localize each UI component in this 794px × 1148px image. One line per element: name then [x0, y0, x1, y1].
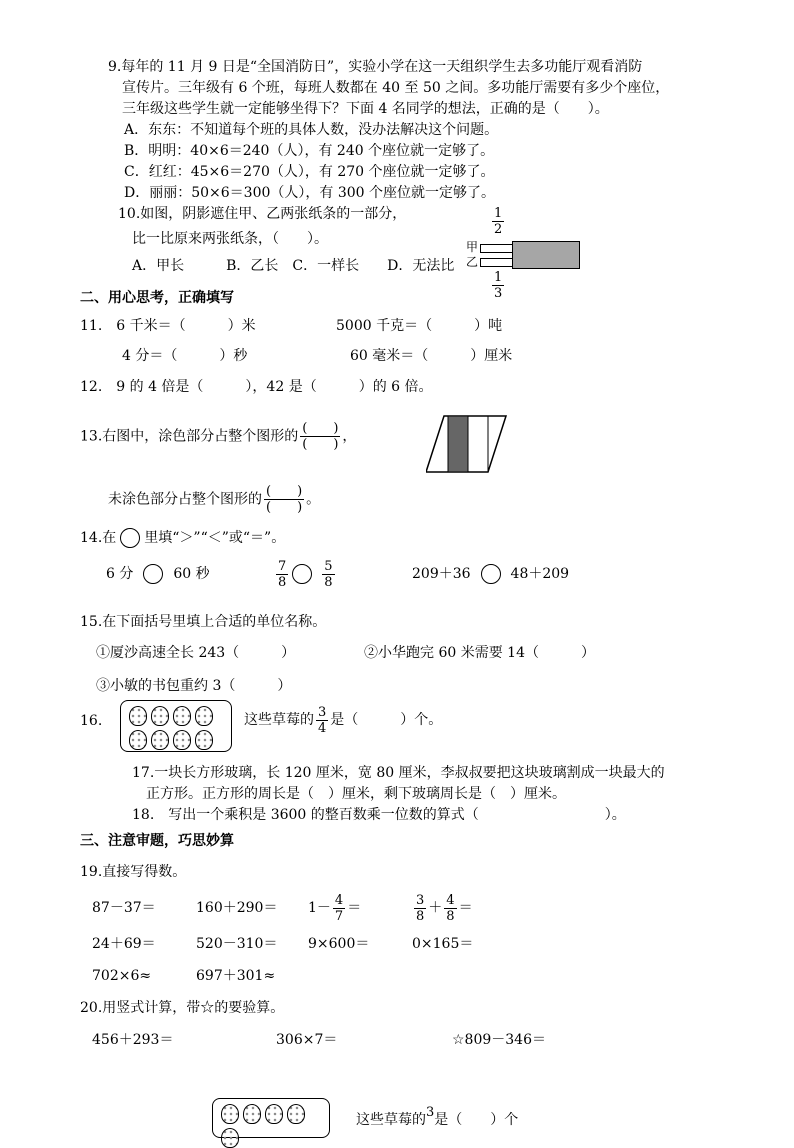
q19-title: 19.直接写得数。: [80, 864, 187, 880]
strawberry-icon: [221, 1104, 239, 1124]
q15-c: ③小敏的书包重约 3（ ）: [96, 678, 292, 694]
q19-item: 0×165＝: [412, 936, 474, 952]
q19-item-fraction-2: $\frac{3}{8}$ ＋ $\frac{4}{8}$ ＝: [416, 892, 473, 924]
strawberry-icon: [221, 1128, 239, 1148]
q14-item-a: 6 分 60 秒: [106, 566, 210, 582]
strawberry-icon: [265, 1104, 283, 1124]
q9-option-a: A．东东：不知道每个班的具体人数，没办法解决这个问题。: [124, 122, 499, 138]
section-2-heading: 二、用心思考，正确填写: [80, 290, 234, 306]
q10-label-yi: 乙: [466, 255, 479, 269]
q10-strip-yi: [480, 258, 515, 267]
q14-b-answer-circle[interactable]: [292, 564, 312, 584]
q13-shaded-strip: [448, 416, 468, 472]
strawberry-icon: [195, 706, 213, 726]
strawberry-icon: [151, 706, 169, 726]
q9-option-d: D．丽丽：50×6＝300（人），有 300 个座位就一定够了。: [124, 185, 496, 201]
q10-fraction-bottom: $\frac{1}{3}$: [494, 270, 503, 301]
strawberry-icon: [173, 706, 191, 726]
q12: 12. 9 的 4 倍是（ ），42 是（ ）的 6 倍。: [80, 379, 433, 395]
q11-a: 11. 6 千米＝（ ）米: [80, 318, 256, 334]
q19-item: 160＋290＝: [196, 900, 278, 916]
q19-item: 697＋301≈: [196, 968, 276, 984]
q9-line2: 宣传片。三年级有 6 个班，每班人数都在 40 至 50 之间。多功能厅需要有多少个座位，: [122, 80, 670, 96]
compare-circle-icon: [120, 528, 140, 548]
q15-title: 15.在下面括号里填上合适的单位名称。: [80, 614, 327, 630]
q13-blank-fraction-1[interactable]: $\frac{( )}{( )}$: [302, 421, 339, 452]
strawberry-icon: [129, 730, 147, 750]
q10-fraction-top: $\frac{1}{2}$: [494, 206, 503, 237]
q14-item-c: 209＋36 48＋209: [412, 566, 570, 582]
q11-c: 4 分＝（ ）秒: [122, 348, 248, 364]
q14-title: 14.在 里填“＞”“＜”或“＝”。: [80, 530, 286, 546]
q10-paper-strips-figure: [462, 204, 586, 302]
q19-item: 9×600＝: [308, 936, 370, 952]
q9-option-c: C．红红：45×6＝270（人），有 270 个座位就一定够了。: [124, 164, 495, 180]
q19-item: 87－37＝: [92, 900, 156, 916]
q20-title: 20.用竖式计算，带☆的要验算。: [80, 1000, 285, 1016]
ghost-text: 这些草莓的3是（ ）个: [356, 1105, 519, 1128]
strawberry-icon: [195, 730, 213, 750]
q13-line1: 13.右图中，涂色部分占整个图形的 $\frac{( )}{( )}$ ，: [80, 421, 357, 452]
q10-line1: 10.如图，阴影遮住甲、乙两张纸条的一部分，: [118, 206, 407, 222]
q18: 18. 写出一个乘积是 3600 的整百数乘一位数的算式（ ）。: [132, 807, 626, 823]
strawberry-icon: [243, 1104, 261, 1124]
q13-parallelogram-figure: [426, 414, 508, 474]
q17-line2: 正方形。正方形的周长是（ ）厘米，剩下玻璃周长是（ ）厘米。: [146, 786, 566, 802]
q9-line3: 三年级这些学生就一定能够坐得下？下面 4 名同学的想法，正确的是（ ）。: [122, 101, 609, 117]
ghost-strawberry-tray: [212, 1098, 330, 1138]
q16-number: 16.: [80, 713, 103, 729]
q16-strawberry-tray: [120, 700, 232, 752]
q14-item-b: $\frac{7}{8}$ $\frac{5}{8}$: [278, 558, 333, 590]
q19-item: 702×6≈: [92, 968, 152, 984]
q15-a: ①厦沙高速全长 243（ ）: [96, 645, 296, 661]
section-3-heading: 三、注意审题，巧思妙算: [80, 833, 234, 849]
q13-blank-fraction-2[interactable]: $\frac{( )}{( )}$: [266, 484, 303, 515]
q10-strip-jia: [480, 244, 515, 253]
q20-item: 456＋293＝: [92, 1032, 174, 1048]
q10-line2: 比一比原来两张纸条，（ ）。: [132, 231, 328, 247]
q19-item: 520－310＝: [196, 936, 278, 952]
strawberry-icon: [173, 730, 191, 750]
q14-c-answer-circle[interactable]: [481, 564, 501, 584]
q19-item-fraction-1: 1－ $\frac{4}{7}$ ＝: [308, 892, 362, 924]
q19-item: 24＋69＝: [92, 936, 156, 952]
q9-line1: 9.每年的 11 月 9 日是“全国消防日”，实验小学在这一天组织学生去多功能厅观看消防: [108, 59, 643, 75]
q11-b: 5000 千克＝（ ）吨: [336, 318, 503, 334]
q13-line2: 未涂色部分占整个图形的 $\frac{( )}{( )}$ 。: [108, 484, 321, 515]
q10-options: A．甲长 B．乙长 C．一样长 D．无法比: [132, 258, 455, 274]
strawberry-icon: [287, 1104, 305, 1124]
q20-item: 306×7＝: [276, 1032, 338, 1048]
strawberry-icon: [151, 730, 169, 750]
q10-label-jia: 甲: [466, 240, 479, 254]
q15-b: ②小华跑完 60 米需要 14（ ）: [364, 645, 595, 661]
q9-option-b: B．明明：40×6＝240（人），有 240 个座位就一定够了。: [124, 143, 495, 159]
q10-shade-rect: [512, 241, 580, 269]
strawberry-icon: [129, 706, 147, 726]
q16-text: 这些草莓的 $\frac{3}{4}$ 是（ ）个。: [244, 704, 443, 736]
q11-d: 60 毫米＝（ ）厘米: [350, 348, 513, 364]
q20-item: ☆809－346＝: [452, 1032, 546, 1048]
q17-line1: 17.一块长方形玻璃，长 120 厘米，宽 80 厘米，李叔叔要把这块玻璃割成一块最大的: [132, 765, 665, 781]
q14-a-answer-circle[interactable]: [143, 564, 163, 584]
